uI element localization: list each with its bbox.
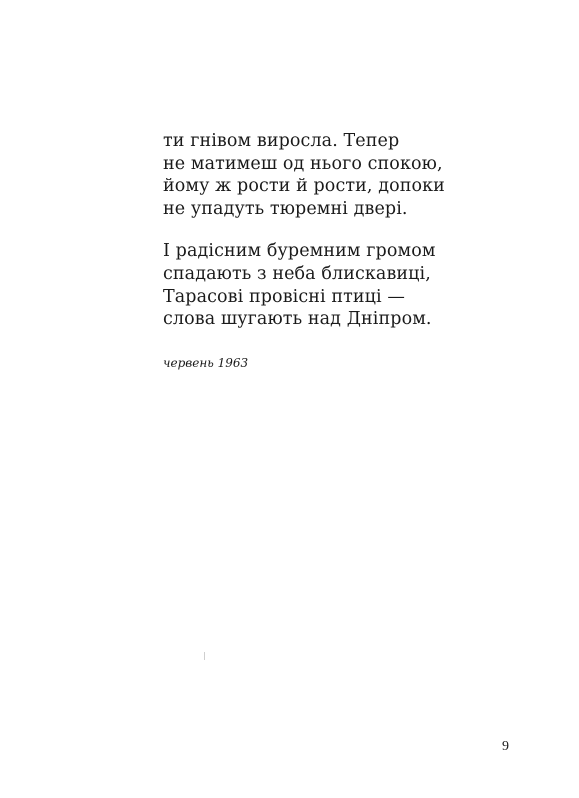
page-number: 9: [502, 739, 509, 754]
paper-speck: [204, 652, 205, 660]
poem-stanza-2: [163, 240, 523, 330]
poem-line: спадають з неба блискавиці,: [163, 263, 431, 284]
poem-line: слова шугають над Дніпром.: [163, 309, 432, 330]
poem-text: [163, 130, 523, 331]
poem-line: йому ж рости й рости, допоки: [163, 176, 445, 197]
poem-line: І радісним буремним громом: [163, 241, 436, 262]
poem-date: червень 1963: [163, 356, 249, 370]
poem-line: не матимеш од нього спокою,: [163, 153, 443, 174]
poem-line: Тарасові провісні птиці —: [163, 286, 405, 307]
poem-line: ти гнівом виросла. Тепер: [163, 131, 400, 151]
poem-stanza-1: [163, 130, 523, 220]
poem-line: не упадуть тюремні двері.: [163, 198, 408, 219]
